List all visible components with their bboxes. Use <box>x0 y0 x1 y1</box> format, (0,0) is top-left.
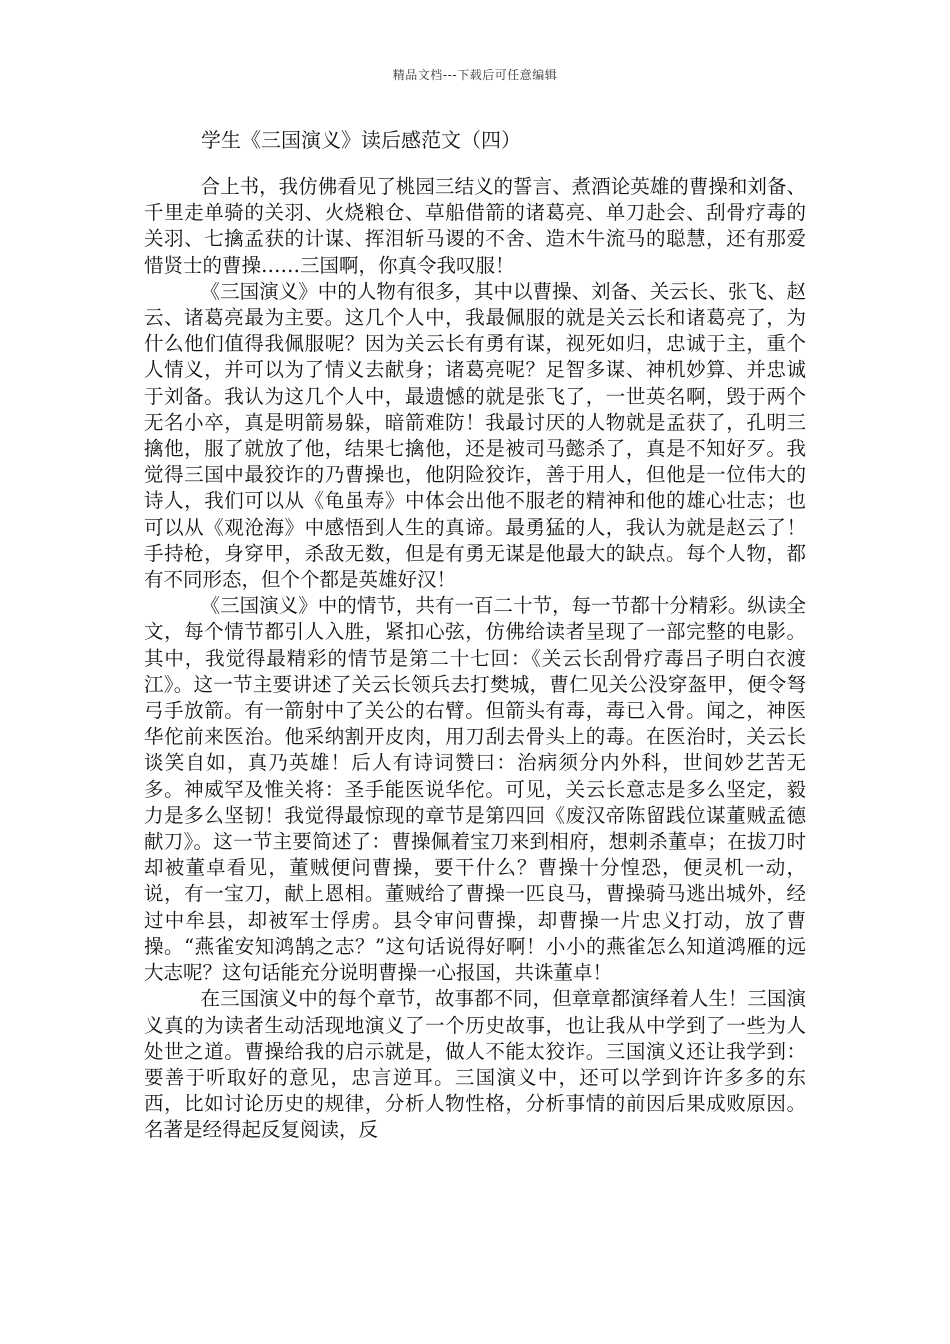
body-paragraph: 《三国演义》中的人物有很多，其中以曹操、刘备、关云长、张飞、赵云、诸葛亮最为主要。这几个人中，我最佩服的就是关云长和诸葛亮了，为什么他们值得我佩服呢？因为关云长有勇有谋，视死如归，忠诚于主，重个人情义，并可以为了情义去献身；诸葛亮呢？足智多谋、神机妙算、并忠诚于刘备。我认为这几个人中，最遗憾的就是张飞了，一世英名啊，毁于两个无名小卒，真是明箭易躲，暗箭难防！我最讨厌的人物就是孟获了，孔明三擒他，服了就放了他，结果七擒他，还是被司马懿杀了，真是不知好歹。我觉得三国中最狡诈的乃曹操也，他阴险狡诈，善于用人，但他是一位伟大的诗人，我们可以从《龟虽寿》中体会出他不服老的精神和他的雄心壮志；也可以从《观沧海》中感悟到人生的真谛。最勇猛的人，我认为就是赵云了！手持枪，身穿甲，杀敌无数，但是有勇无谋是他最大的缺点。每个人物，都有不同形态，但个个都是英雄好汉！ <box>144 279 806 592</box>
page-header-note: 精品文档---下载后可任意编辑 <box>392 68 558 82</box>
body-paragraph: 在三国演义中的每个章节，故事都不同，但章章都演绎着人生！三国演义真的为读者生动活现地演义了一个历史故事，也让我从中学到了一些为人处世之道。曹操给我的启示就是，做人不能太狡诈。三国演义还让我学到：要善于听取好的意见，忠言逆耳。三国演义中，还可以学到许许多多的东西，比如讨论历史的规律，分析人物性格，分析事情的前因后果成败原因。名著是经得起反复阅读，反 <box>144 987 806 1142</box>
body-paragraph: 合上书，我仿佛看见了桃园三结义的誓言、煮酒论英雄的曹操和刘备、千里走单骑的关羽、火烧粮仓、草船借箭的诸葛亮、单刀赴会、刮骨疗毒的关羽、七擒孟获的计谋、挥泪斩马谡的不舍、造木牛流马的聪慧，还有那爱惜贤士的曹操……三国啊，你真令我叹服！ <box>144 175 806 277</box>
document-body <box>144 174 806 1144</box>
document-title: 学生《三国演义》读后感范文（四） <box>201 128 521 152</box>
body-paragraph: 《三国演义》中的情节，共有一百二十节，每一节都十分精彩。纵读全文，每个情节都引人入胜，紧扣心弦，仿佛给读者呈现了一部完整的电影。其中，我觉得最精彩的情节是第二十七回：《关云长刮骨疗毒吕子明白衣渡江》。这一节主要讲述了关云长领兵去打樊城，曹仁见关公没穿盔甲，便令弩弓手放箭。有一箭射中了关公的右臂。但箭头有毒，毒已入骨。闻之，神医华佗前来医治。他采纳割开皮肉，用刀刮去骨头上的毒。在医治时，关云长谈笑自如，真乃英雄！后人有诗词赞曰：治病须分内外科，世间妙艺苦无多。神威罕及惟关将：圣手能医说华佗。可见，关云长意志是多么坚定，毅力是多么坚韧！我觉得最惊现的章节是第四回《废汉帝陈留践位谋董贼孟德献刀》。这一节主要简述了：曹操佩着宝刀来到相府，想刺杀董卓；在拔刀时却被董卓看见，董贼便问曹操，要干什么？曹操十分惶恐，便灵机一动，说，有一宝刀，献上恩相。董贼给了曹操一匹良马，曹操骑马逃出城外，经过中牟县，却被军士俘虏。县令审问曹操，却曹操一片忠义打动，放了曹操。“燕雀安知鸿鹄之志？”这句话说得好啊！小小的燕雀怎么知道鸿雁的远大志呢？这句话能充分说明曹操一心报国，共诛董卓！ <box>144 594 806 985</box>
